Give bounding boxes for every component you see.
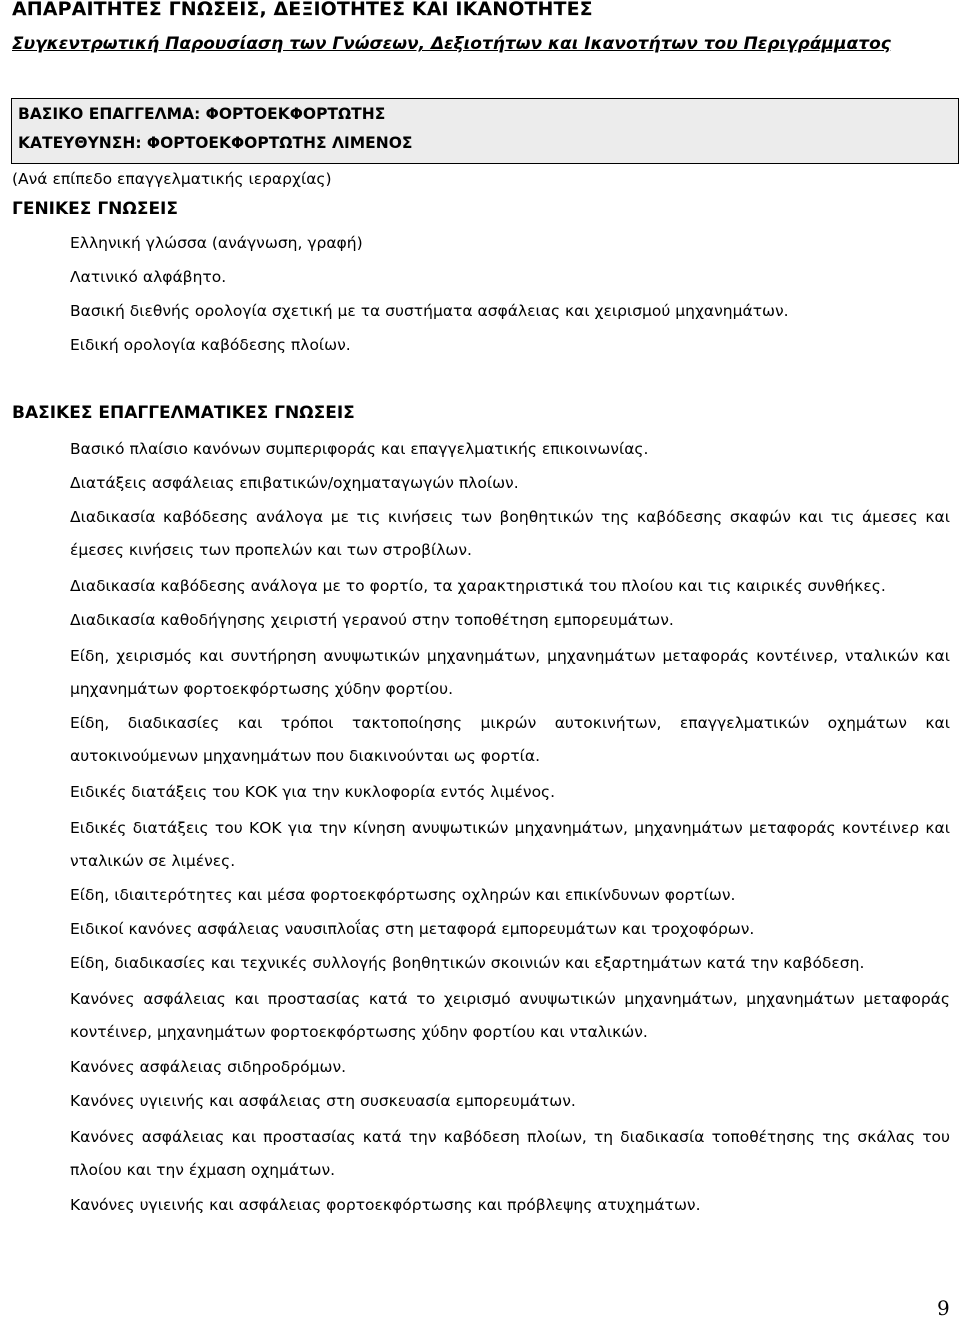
list-item: Είδη, διαδικασίες και τρόποι τακτοποίησης μικρών αυτοκινήτων, επαγγελματικών οχημάτων και αυτοκινούμενων μηχανημάτων που διακινούνται ως φορτία. (70, 714, 950, 765)
level-note: (Ανά επίπεδο επαγγελματικής ιεραρχίας) (12, 170, 332, 188)
list-item: Ελληνική γλώσσα (ανάγνωση, γραφή) (70, 234, 363, 252)
list-item: Κανόνες ασφάλειας και προστασίας κατά την καβόδεση πλοίων, τη διαδικασία τοποθέτησης της σκάλας του πλοίου και την έχμαση οχημάτων. (70, 1128, 950, 1179)
list-item: Είδη, διαδικασίες και τεχνικές συλλογής βοηθητικών σκοινιών και εξαρτημάτων κατά την καβόδεση. (70, 954, 865, 972)
list-item: Είδη, χειρισμός και συντήρηση ανυψωτικών μηχανημάτων, μηχανημάτων μεταφοράς κοντέινερ, νταλικών και μηχανημάτων φορτοεκφόρτωσης χύδην φορτίου. (70, 647, 950, 698)
list-item: Κανόνες υγιεινής και ασφάλειας στη συσκευασία εμπορευμάτων. (70, 1092, 576, 1110)
list-item: Ειδική ορολογία καβόδεσης πλοίων. (70, 336, 351, 354)
list-item: Είδη, ιδιαιτερότητες και μέσα φορτοεκφόρτωσης οχληρών και επικίνδυνων φορτίων. (70, 886, 736, 904)
document-title: ΑΠΑΡΑΙΤΗΤΕΣ ΓΝΩΣΕΙΣ, ΔΕΞΙΟΤΗΤΕΣ ΚΑΙ ΙΚΑΝΟΤΗΤΕΣ (12, 0, 593, 20)
list-item: Ειδικές διατάξεις του ΚΟΚ για την κίνηση ανυψωτικών μηχανημάτων, μηχανημάτων μεταφοράς κοντέινερ και νταλικών σε λιμένες. (70, 819, 950, 870)
list-item: Διαδικασία καβόδεσης ανάλογα με το φορτίο, τα χαρακτηριστικά του πλοίου και τις καιρικές συνθήκες. (70, 577, 886, 595)
list-item: Κανόνες υγιεινής και ασφάλειας φορτοεκφόρτωσης και πρόβλεψης ατυχημάτων. (70, 1196, 701, 1214)
list-item: Βασικό πλαίσιο κανόνων συμπεριφοράς και επαγγελματικής επικοινωνίας. (70, 440, 649, 458)
page-number: 9 (937, 1296, 950, 1320)
list-item: Βασική διεθνής ορολογία σχετική με τα συστήματα ασφάλειας και χειρισμού μηχανημάτων. (70, 302, 789, 320)
list-item: Διατάξεις ασφάλειας επιβατικών/οχηματαγωγών πλοίων. (70, 474, 519, 492)
list-item: Διαδικασία καθοδήγησης χειριστή γερανού στην τοποθέτηση εμπορευμάτων. (70, 611, 674, 629)
profession-line: ΒΑΣΙΚΟ ΕΠΑΓΓΕΛΜΑ: ΦΟΡΤΟΕΚΦΟΡΤΩΤΗΣ (18, 105, 386, 123)
list-item: Ειδικές διατάξεις του ΚΟΚ για την κυκλοφορία εντός λιμένος. (70, 783, 556, 801)
list-item: Κανόνες ασφάλειας σιδηροδρόμων. (70, 1058, 347, 1076)
basic-professional-knowledge-heading: ΒΑΣΙΚΕΣ ΕΠΑΓΓΕΛΜΑΤΙΚΕΣ ΓΝΩΣΕΙΣ (12, 403, 355, 423)
list-item: Ειδικοί κανόνες ασφάλειας ναυσιπλοΐας στη μεταφορά εμπορευμάτων και τροχοφόρων. (70, 920, 755, 938)
specialization-line: ΚΑΤΕΥΘΥΝΣΗ: ΦΟΡΤΟΕΚΦΟΡΤΩΤΗΣ ΛΙΜΕΝΟΣ (18, 134, 413, 152)
general-knowledge-heading: ΓΕΝΙΚΕΣ ΓΝΩΣΕΙΣ (12, 199, 178, 219)
list-item: Λατινικό αλφάβητο. (70, 268, 227, 286)
list-item: Κανόνες ασφάλειας και προστασίας κατά το χειρισμό ανυψωτικών μηχανημάτων, μηχανημάτων μεταφοράς κοντέινερ, μηχανημάτων φορτοεκφόρτωσης χύδην φορτίου και νταλικών. (70, 990, 950, 1041)
list-item: Διαδικασία καβόδεσης ανάλογα με τις κινήσεις των βοηθητικών της καβόδεσης σκαφών και τις άμεσες και έμεσες κινήσεις των προπελών και των στροβίλων. (70, 508, 950, 559)
profession-box (11, 98, 959, 164)
document-subtitle: Συγκεντρωτική Παρουσίαση των Γνώσεων, Δεξιοτήτων και Ικανοτήτων του Περιγράμματος (12, 34, 891, 54)
